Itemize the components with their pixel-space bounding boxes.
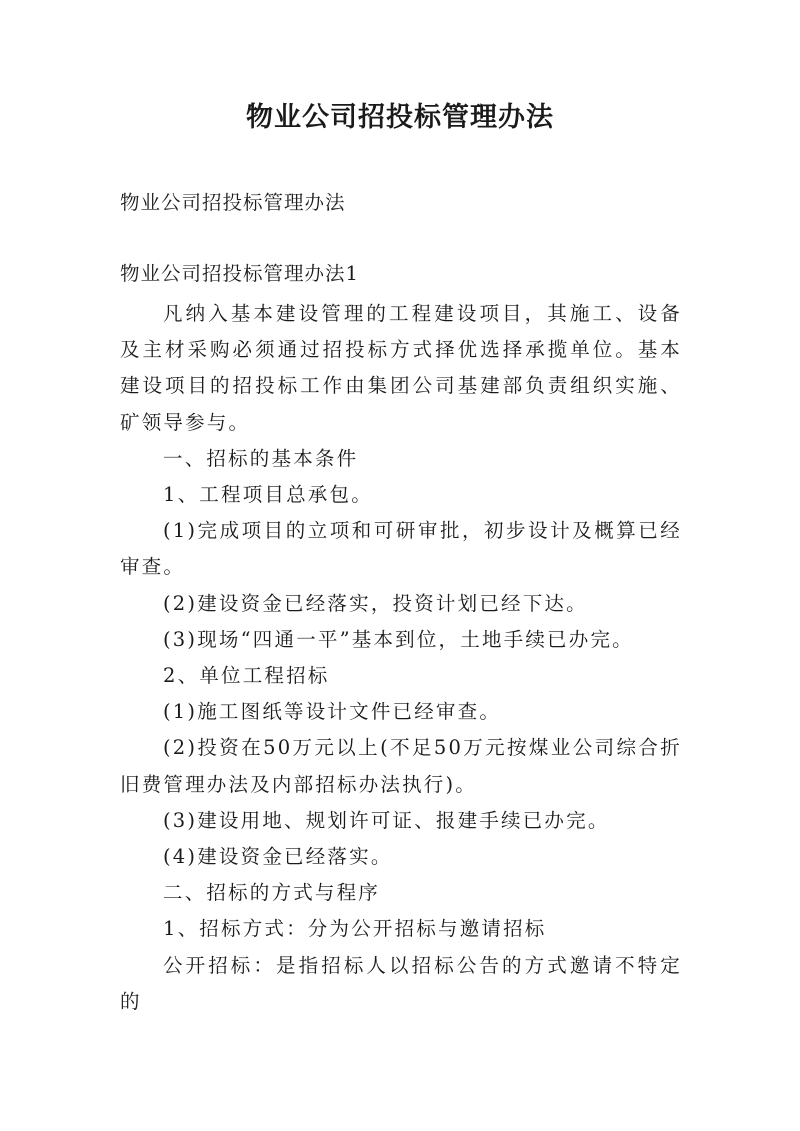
item-unit-condition-4: (4)建设资金已经落实。 [163, 845, 393, 869]
item-condition-2: (2)建设资金已经落实，投资计划已经下达。 [163, 591, 588, 615]
section-heading: 物业公司招投标管理办法1 [120, 262, 359, 285]
paragraph-open-bidding: 公开招标：是指招标人以招标公告的方式邀请不特定的 [120, 953, 682, 1013]
document-body [120, 296, 682, 1020]
item-condition-1: (1)完成项目的立项和可研审批，初步设计及概算已经审查。 [120, 519, 682, 579]
document-subtitle: 物业公司招投标管理办法 [120, 191, 346, 214]
item-unit-condition-2: (2)投资在50万元以上(不足50万元按煤业公司综合折旧费管理办法及内部招标办法执行)。 [120, 736, 682, 796]
document-title: 物业公司招投标管理办法 [246, 102, 554, 133]
item-condition-3: (3)现场“四通一平”基本到位，土地手续已办完。 [163, 627, 634, 651]
paragraph-intro: 凡纳入基本建设管理的工程建设项目，其施工、设备及主材采购必须通过招投标方式择优选择承揽单位。基本建设项目的招投标工作由集团公司基建部负责组织实施、矿领导参与。 [120, 302, 682, 434]
item-unit-project-bidding: 2、单位工程招标 [163, 664, 330, 688]
item-unit-condition-3: (3)建设用地、规划许可证、报建手续已办完。 [163, 808, 610, 832]
item-bidding-methods: 1、招标方式：分为公开招标与邀请招标 [163, 917, 547, 941]
heading-basic-conditions: 一、招标的基本条件 [163, 446, 359, 470]
item-unit-condition-1: (1)施工图纸等设计文件已经审查。 [163, 700, 502, 724]
item-project-general-contract: 1、工程项目总承包。 [163, 483, 373, 507]
heading-methods-procedures: 二、招标的方式与程序 [163, 881, 381, 905]
